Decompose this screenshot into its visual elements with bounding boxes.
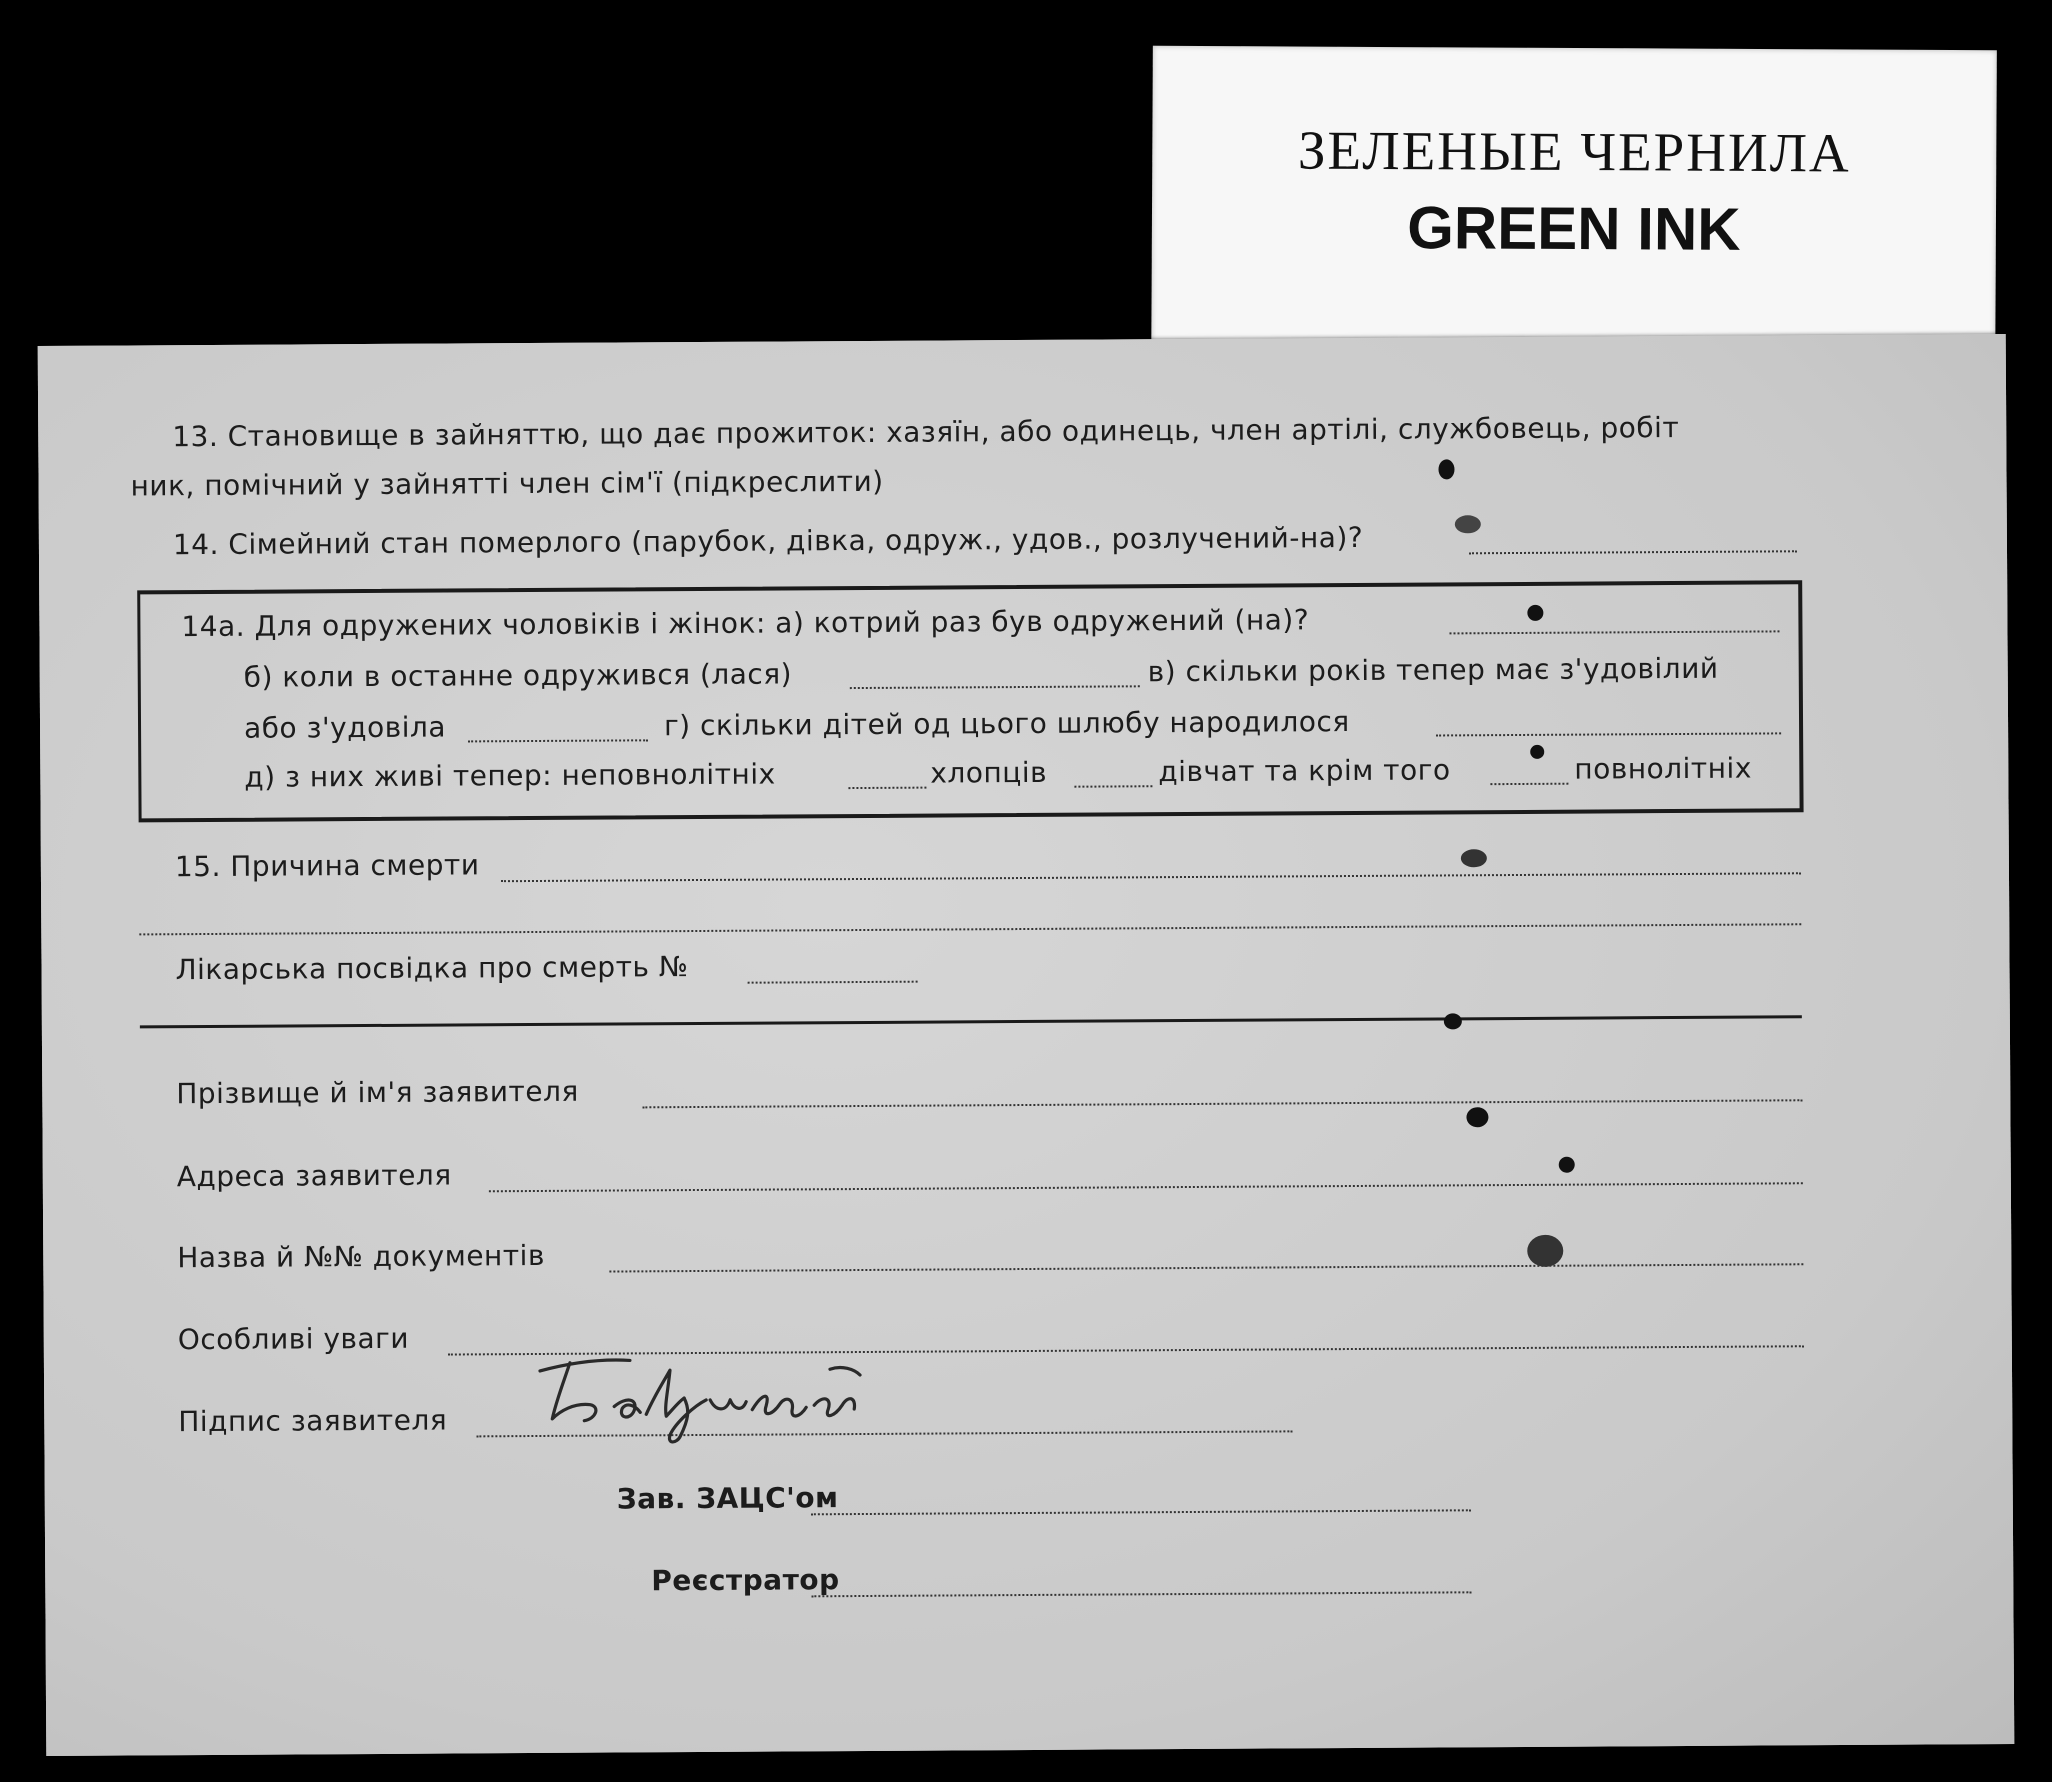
applicant-handwritten-signature [530,1339,931,1451]
registrar-signature-line[interactable] [811,1591,1471,1597]
remarks-label: Особливі уваги [177,1321,410,1357]
applicant-address-label: Адреса заявителя [176,1158,452,1194]
green-ink-notice-card [1151,46,1997,380]
q14a-line2-when: б) коли в останне одружився (лася) [243,657,793,694]
binding-hole [1438,459,1454,479]
documents-line[interactable] [609,1263,1803,1272]
binding-hole [1530,745,1544,759]
medical-certificate-label: Лікарська посвідка про смерть № [175,950,689,987]
q13-occupation-line1: 13. Становище в зайняттю, що дає прожиток: хазяїн, або одинець, член артілі, службовець, робіт [172,410,1680,454]
notice-russian-text: ЗЕЛЕНЫЕ ЧЕРНИЛА [1297,119,1851,184]
binding-hole [1527,605,1543,621]
q14a-line2-years-widowed: в) скільки років тепер має з'удовілий [1147,651,1719,689]
q14a-line4-boys: хлопців [930,755,1048,790]
q14-marital-status: 14. Сімейний стан померлого (парубок, дівка, одруж., удов., розлучений-на)? [172,520,1364,562]
q13-occupation-line2: ник, помічний у зайнятті член сім'ї (підкреслити) [130,464,884,503]
head-zags-label: Зав. ЗАЦС'ом [616,1481,839,1516]
applicant-name-label: Прізвище й ім'я заявителя [176,1074,579,1111]
binding-hole [1559,1157,1575,1173]
q14-answer-line[interactable] [1469,550,1797,554]
head-zags-signature-line[interactable] [811,1509,1471,1515]
binding-hole [1455,515,1481,533]
q15-cause-of-death: 15. Причина смерти [174,848,480,884]
death-record-form-sheet [38,334,2015,1756]
q14a-line1: 14а. Для одружених чоловіків і жінок: а) котрий раз був одружений (на)? [181,603,1310,644]
q15-cause-line-2[interactable] [139,923,1801,935]
applicant-name-line[interactable] [642,1099,1802,1108]
registrar-label: Реєстратор [651,1563,840,1598]
notice-english-text: GREEN INK [1407,194,1741,263]
applicant-signature-label: Підпис заявителя [178,1403,448,1439]
binding-hole [1444,1013,1462,1029]
q14a-line3-children-born: г) скільки дітей од цього шлюбу народилося [663,705,1350,743]
binding-hole [1461,849,1487,867]
documents-label: Назва й №№ документів [177,1238,546,1275]
q14a-line4-girls: дівчат та крім того [1158,753,1451,789]
q14a-line4-adults: повнолітніх [1574,751,1752,786]
medical-certificate-number-line[interactable] [748,981,918,984]
q14a-line4-minors: д) з них живі тепер: неповнолітніх [244,757,776,794]
binding-hole [1527,1235,1563,1267]
binding-hole [1466,1107,1488,1127]
q14a-line3-widowed: або з'удовіла [243,710,447,745]
section-divider [140,1015,1802,1028]
q15-cause-line-1[interactable] [501,872,1801,882]
applicant-address-line[interactable] [489,1182,1803,1192]
